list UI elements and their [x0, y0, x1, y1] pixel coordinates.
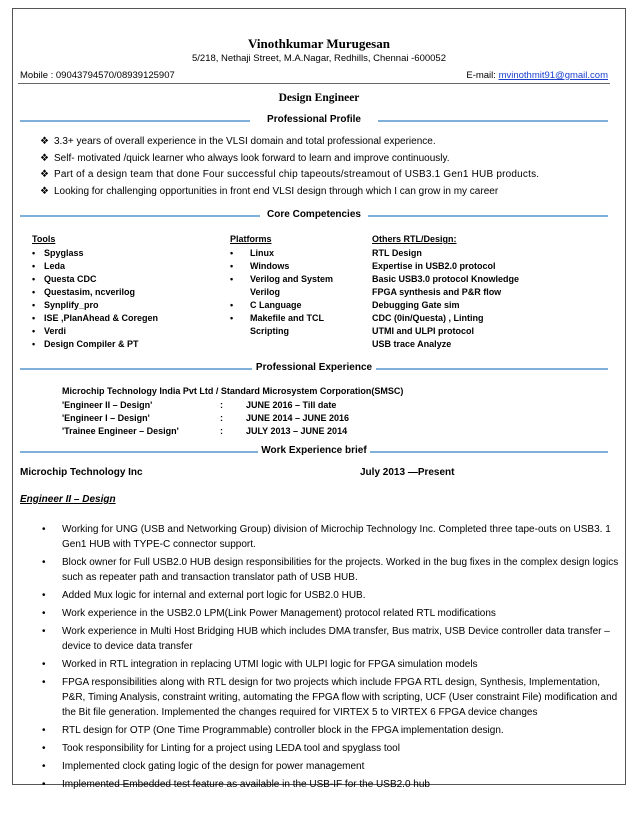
- list-item: • Questa CDC: [32, 274, 97, 284]
- company-name: Microchip Technology Inc: [20, 467, 143, 478]
- list-item: • Took responsibility for Linting for a project using LEDA tool and spyglass tool: [42, 743, 400, 754]
- bullet-icon: •: [32, 287, 36, 297]
- list-item: UTMI and ULPI protocol: [372, 326, 474, 336]
- list-item: • C Language: [230, 300, 302, 310]
- diamond-bullet-icon: ❖: [40, 136, 49, 147]
- bullet-icon: •: [230, 313, 234, 323]
- list-item: • Makefile and TCL: [230, 313, 325, 323]
- bullet-icon: •: [32, 300, 36, 310]
- list-item: • FPGA responsibilities along with RTL design for two projects which include FPGA RTL design, Synthesis, Implementation, P&R, Timing Analysis, constraint writing, automating the FPGA flow with scripting, UCF (User constraint File) modification and the Bit file generation. Implemented the changes required for VIRTEX 5 to VIRTEX 6 FPGA device changes: [42, 677, 618, 718]
- tools-column: [32, 234, 158, 352]
- bullet-icon: •: [42, 761, 46, 772]
- bullet-icon: •: [230, 248, 234, 258]
- section-heading: Core Competencies: [20, 209, 608, 220]
- page-border-top: [12, 8, 626, 9]
- tools-heading: Tools: [32, 234, 56, 244]
- current-position: Engineer II – Design: [20, 494, 116, 505]
- platforms-column: [230, 234, 333, 339]
- email-label: E-mail:: [466, 70, 499, 81]
- list-item: • ISE ,PlanAhead & Coregen: [32, 313, 159, 323]
- list-item: CDC (0in/Questa) , Linting: [372, 313, 484, 323]
- list-item: • Linux: [230, 248, 274, 258]
- list-item: • Working for UNG (USB and Networking Group) division of Microchip Technology Inc. Completed three tape-outs on USB3. 1 Gen1 HUB with TYPE-C connector support.: [42, 524, 611, 550]
- list-item: • Verdi: [32, 326, 67, 336]
- platforms-heading: Platforms: [230, 234, 272, 244]
- bullet-icon: •: [42, 524, 46, 535]
- candidate-name: Vinothkumar Murugesan: [248, 36, 390, 51]
- bullet-icon: •: [32, 274, 36, 284]
- section-heading: Professional Profile: [20, 114, 608, 125]
- list-item: Verilog: [250, 287, 281, 297]
- bullet-icon: •: [42, 725, 46, 736]
- list-item: RTL Design: [372, 248, 422, 258]
- employer-name: Microchip Technology India Pvt Ltd / Standard Microsystem Corporation(SMSC): [62, 386, 404, 396]
- list-item: • Questasim, ncverilog: [32, 287, 136, 297]
- bullet-icon: •: [32, 326, 36, 336]
- employment-dates: July 2013 —Present: [360, 467, 455, 478]
- list-item: FPGA synthesis and P&R flow: [372, 287, 502, 297]
- diamond-bullet-icon: ❖: [40, 153, 49, 164]
- list-item: • Design Compiler & PT: [32, 339, 139, 349]
- profile-item: ❖ Part of a design team that done Four successful chip tapeouts/streamout of USB3.1 Gen1 HUB products.: [40, 169, 540, 180]
- bullet-icon: •: [32, 313, 36, 323]
- list-item: • Work experience in Multi Host Bridging HUB which includes DMA transfer, Bus matrix, USB Device controller data transfer – device to device data transfer: [42, 626, 610, 652]
- others-heading: Others RTL/Design:: [372, 234, 457, 244]
- profile-item: ❖ 3.3+ years of overall experience in the VLSI domain and total professional experience.: [40, 136, 436, 147]
- page-border-right: [625, 8, 626, 784]
- bullet-icon: •: [42, 557, 46, 568]
- bullet-icon: •: [42, 659, 46, 670]
- bullet-icon: •: [32, 339, 36, 349]
- bullet-icon: •: [32, 261, 36, 271]
- bullet-icon: •: [32, 248, 36, 258]
- bullet-icon: •: [230, 274, 234, 284]
- list-item: Expertise in USB2.0 protocol: [372, 261, 496, 271]
- list-item: • Block owner for Full USB2.0 HUB design responsibilities for the projects. Worked in the bug fixes in the complex design logics such as repeater path and transaction translator path of USB HUB.: [42, 557, 619, 583]
- bullet-icon: •: [42, 608, 46, 619]
- bullet-icon: •: [42, 779, 46, 790]
- bullet-icon: •: [42, 677, 46, 688]
- email-line: [466, 70, 608, 81]
- bullet-icon: •: [42, 626, 46, 637]
- list-item: • Implemented clock gating logic of the design for power management: [42, 761, 365, 772]
- job-role: Design Engineer: [278, 92, 360, 104]
- bullet-icon: •: [230, 300, 234, 310]
- list-item: • Windows: [230, 261, 290, 271]
- responsibility-list: [40, 522, 620, 792]
- profile-item: ❖ Looking for challenging opportunities in front end VLSI design through which I can grow in my career: [40, 186, 499, 197]
- page-border-left: [12, 8, 13, 784]
- email-link[interactable]: mvinothmit91@gmail.com: [498, 70, 608, 81]
- profile-item: ❖ Self- motivated /quick learner who always look forward to learn and improve continuously.: [40, 153, 450, 164]
- bullet-icon: •: [42, 590, 46, 601]
- list-item: • RTL design for OTP (One Time Programmable) controller block in the FPGA implementation design.: [42, 725, 504, 736]
- mobile-number: Mobile : 09043794570/08939125907: [20, 70, 175, 81]
- list-item: • Spyglass: [32, 248, 84, 258]
- bullet-icon: •: [42, 743, 46, 754]
- list-item: USB trace Analyze: [372, 339, 452, 349]
- list-item: • Implemented Embedded test feature as available in the USB-IF for the USB2.0 hub: [42, 779, 430, 790]
- section-professional-profile: [20, 114, 608, 128]
- list-item: • Synplify_pro: [32, 300, 99, 310]
- list-item: Debugging Gate sim: [372, 300, 460, 310]
- list-item: Scripting: [250, 326, 290, 336]
- candidate-address: 5/218, Nethaji Street, M.A.Nagar, Redhills, Chennai -600052: [191, 53, 446, 64]
- section-heading: Work Experience brief: [20, 445, 608, 456]
- diamond-bullet-icon: ❖: [40, 169, 50, 180]
- list-item: Basic USB3.0 protocol Knowledge: [372, 274, 520, 284]
- list-item: • Verilog and System: [230, 274, 334, 284]
- diamond-bullet-icon: ❖: [40, 186, 49, 197]
- resume-page: Vinothkumar Murugesan 5/218, Nethaji Street, M.A.Nagar, Redhills, Chennai -600052 Mobile : 09043794570/08939125907 E-mail: mvinothmit91@gmail.com Design Engineer Professional Profile ❖ 3.3+ years of overall experience in the VLSI domain and total professional experience. ❖ Self- motivated /quick learner who always look forward to learn and improve continuously. ❖ Part of a design team that done Four successful chip tapeouts/streamout of USB3.1 Gen1 HUB products. ❖ Looking for challenging opportunities in front end VLSI design through which I can grow in my career Core Competencies Tools • Spyglass • Leda • Questa CDC • Questasim, ncverilog • Synplify_pro • ISE ,PlanAhead & Coregen • Verdi • Design Compiler & PT Platforms • Linux • Windows • Verilog and System Verilog • C Language • Makefile and TCL Scripting Others RTL/Design: RTL Design Expertise in USB2.0 protocol Basic USB3.0 protocol Knowledge FPGA synthesis and P&R flow Debugging Gate sim CDC (0in/Questa) , Linting UTMI and ULPI protocol USB trace Analyze Professional Experience Microchip Technology India Pvt Ltd / Standard Microsystem Corporation(SMSC) 'Engineer II – Design' : JUNE 2016 – Till date 'Engineer I – Design' : JUNE 2014 – JUNE 2016 'Trainee Engineer – Design' : JULY 2013 – JUNE 2014 Work Experience brief Microchip Technology Inc July 2013 —Present Engineer II – Design • Working for UNG (USB and Networking Group) division of Microchip Technology Inc. Completed three tape-outs on USB3. 1 Gen1 HUB with TYPE-C connector support. • Block owner for Full USB2.0 HUB design responsibilities for the projects. Worked in the bug fixes in the complex design logics such as repeater path and transaction translator path of USB HUB. • Added Mux logic for internal and external port logic for USB2.0 HUB. • Work experience in the USB2.0 LPM(Link Power Management) protocol related RTL modifications • Work experience in Multi Host Bridging HUB which includes DMA transfer, Bus matrix, USB Device controller data transfer – device to device data transfer • Worked in RTL integration in replacing UTMI logic with ULPI logic for FPGA simulation models • FPGA responsibilities along with RTL design for two projects which include FPGA RTL design, Synthesis, Implementation, P&R, Timing Analysis, constraint writing, automating the FPGA flow with scripting, UCF (User constraint File) modification and the Bit file generation. Implemented the changes required for VIRTEX 5 to VIRTEX 6 FPGA device changes • RTL design for OTP (One Time Programmable) controller block in the FPGA implementation design. • Took responsibility for Linting for a project using LEDA tool and spyglass tool • Implemented clock gating logic of the design for power management • Implemented Embedded test feature as available in the USB-IF for the USB2.0 hub: [0, 0, 638, 826]
- others-column: [372, 234, 519, 352]
- list-item: • Added Mux logic for internal and external port logic for USB2.0 HUB.: [42, 590, 366, 601]
- section-heading: Professional Experience: [20, 362, 608, 373]
- list-item: • Worked in RTL integration in replacing UTMI logic with ULPI logic for FPGA simulation models: [42, 659, 478, 670]
- section-core-competencies: [20, 209, 608, 223]
- list-item: • Work experience in the USB2.0 LPM(Link Power Management) protocol related RTL modifications: [42, 608, 496, 619]
- list-item: • Leda: [32, 261, 66, 271]
- section-professional-experience: [20, 362, 608, 376]
- bullet-icon: •: [230, 261, 234, 271]
- section-work-experience-brief: [20, 445, 608, 459]
- header-divider: [18, 83, 610, 84]
